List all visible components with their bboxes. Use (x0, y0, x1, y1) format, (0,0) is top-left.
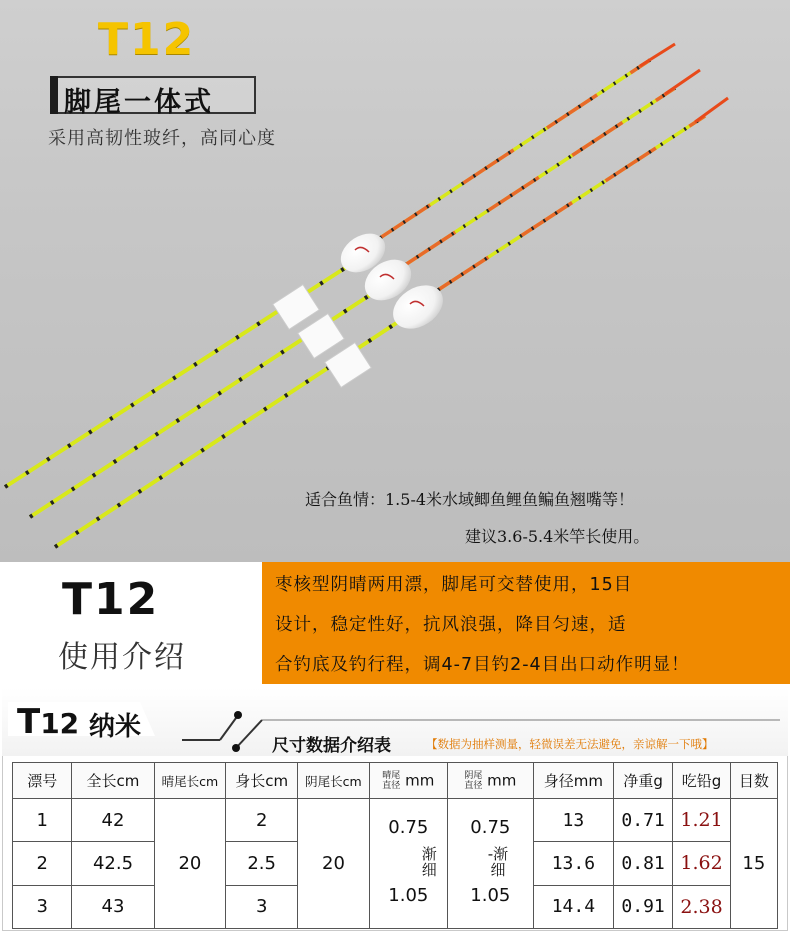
cell-shade-tail-dia (447, 799, 533, 929)
shade-dia-unit: mm (487, 771, 517, 789)
sunny-dia-unit: mm (405, 771, 435, 789)
cell-sunny-tail-dia (369, 799, 447, 929)
sunny-dia-range (370, 799, 447, 928)
shade-taper-a: -渐 (487, 845, 509, 863)
table-row (13, 799, 778, 842)
cell-body-len: 2.5 (226, 842, 298, 885)
hero-title: T12 (98, 14, 196, 65)
cell-lead-weight: 1.62 (673, 842, 730, 885)
sunny-dia-top: 晴尾 (382, 770, 401, 781)
col-sunny-tail-len: 晴尾长cm (154, 763, 226, 799)
intro-line-1: 枣核型阴晴两用漂，脚尾可交替使用，15目 (275, 575, 633, 595)
cell-length: 43 (72, 885, 154, 928)
cell-marks: 15 (730, 799, 777, 929)
col-marks: 目数 (730, 763, 777, 799)
cell-net-weight: 0.71 (613, 799, 672, 842)
hero-note-fish: 适合鱼情：1.5-4米水域鲫鱼鲤鱼鳊鱼翘嘴等！ (305, 490, 635, 509)
shade-dia-end: 1.05 (470, 885, 511, 906)
col-shade-tail-len: 阴尾长cm (298, 763, 370, 799)
table-model-code (17, 702, 79, 742)
hero-badge-text: 脚尾一体式 (64, 87, 214, 118)
col-net-weight: 净重g (613, 763, 672, 799)
shade-dia-range (448, 799, 533, 928)
shade-dia-start: 0.75 (470, 817, 511, 838)
hero-subtitle: 采用高韧性玻纤，高同心度 (48, 128, 276, 149)
hero-badge (50, 76, 256, 118)
cell-net-weight: 0.91 (613, 885, 672, 928)
table-caption: 尺寸数据介绍表 (272, 736, 391, 756)
sunny-taper-a: 渐 (421, 845, 437, 863)
shade-taper-b: 细 (490, 861, 506, 879)
sunny-dia-bottom: 直径 (382, 780, 401, 791)
table-header-row (13, 763, 778, 799)
sunny-taper-b: 细 (421, 861, 437, 879)
cell-lead-weight: 1.21 (673, 799, 730, 842)
intro-line-3: 合钓底及钓行程，调4-7目钓2-4目出口动作明显！ (275, 655, 690, 675)
shade-dia-top: 阴尾 (464, 770, 483, 781)
cell-body-dia: 14.4 (533, 885, 613, 928)
cell-body-len: 3 (226, 885, 298, 928)
cell-body-dia: 13 (533, 799, 613, 842)
sunny-dia-end: 1.05 (388, 885, 429, 906)
table-disclaimer: 【数据为抽样测量，轻微误差无法避免，亲谅解一下哦】 (426, 737, 714, 751)
col-shade-tail-dia (447, 763, 533, 799)
table-material: 纳米 (89, 712, 142, 742)
intro-line-2: 设计，稳定性好，抗风浪强，降目匀速，适 (275, 615, 627, 635)
col-no: 漂号 (13, 763, 72, 799)
col-sunny-tail-dia (369, 763, 447, 799)
col-length: 全长cm (72, 763, 154, 799)
intro-label: 使用介绍 (58, 640, 186, 675)
col-body-len: 身长cm (226, 763, 298, 799)
cell-length: 42.5 (72, 842, 154, 885)
sunny-dia-taper (422, 846, 437, 878)
intro-code: T12 (62, 574, 160, 625)
cell-net-weight: 0.81 (613, 842, 672, 885)
table-model-t: T (17, 702, 41, 742)
sunny-dia-start: 0.75 (388, 817, 429, 838)
table-model-num: 12 (40, 707, 80, 740)
hero-note-rod: 建议3.6-5.4米竿长使用。 (465, 527, 650, 546)
shade-dia-label (464, 771, 482, 791)
cell-shade-tail-len: 20 (298, 799, 370, 929)
cell-body-len: 2 (226, 799, 298, 842)
shade-dia-taper (488, 846, 508, 878)
col-lead-weight: 吃铅g (673, 763, 730, 799)
cell-no: 3 (13, 885, 72, 928)
cell-lead-weight: 2.38 (673, 885, 730, 928)
cell-no: 2 (13, 842, 72, 885)
spec-table (12, 762, 778, 929)
badge-bar (50, 76, 58, 114)
shade-dia-bottom: 直径 (464, 780, 483, 791)
float-3 (55, 98, 728, 547)
cell-body-dia: 13.6 (533, 842, 613, 885)
col-body-dia: 身径mm (533, 763, 613, 799)
cell-no: 1 (13, 799, 72, 842)
cell-sunny-tail-len: 20 (154, 799, 226, 929)
cell-length: 42 (72, 799, 154, 842)
sunny-dia-label (382, 771, 400, 791)
